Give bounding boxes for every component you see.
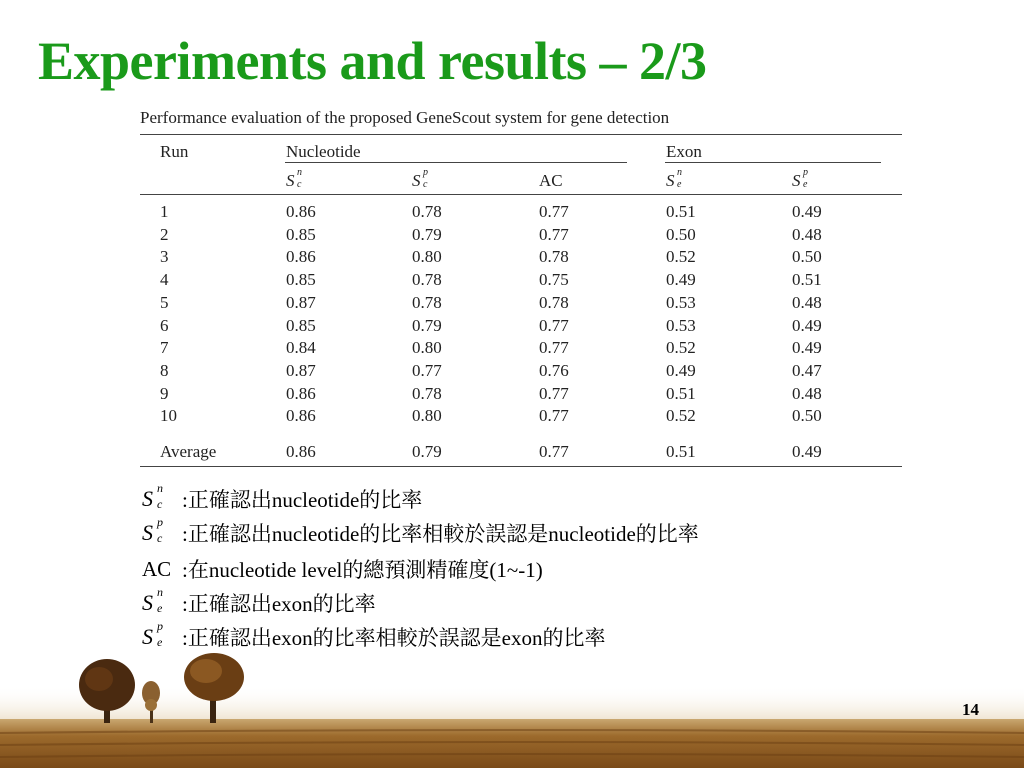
cell-specificity-exon: 0.48 (792, 383, 822, 403)
symbol-s: S n c (286, 167, 302, 190)
cell-sensitivity-nucleotide: 0.86 (286, 383, 316, 403)
legend-item (142, 515, 699, 548)
cell-sensitivity-nucleotide: 0.86 (286, 442, 316, 461)
cell-sensitivity-nucleotide: 0.86 (286, 406, 316, 426)
cell-run: 1 (160, 202, 169, 221)
cell-sensitivity-exon: 0.50 (666, 224, 696, 244)
cell-specificity-nucleotide: 0.80 (412, 338, 442, 358)
nucleotide-group-rule (285, 162, 627, 163)
page-number: 14 (962, 700, 979, 719)
cell-specificity-exon: 0.50 (792, 247, 822, 267)
cell-specificity-exon: 0.49 (792, 442, 822, 461)
cell-sensitivity-nucleotide: 0.85 (286, 270, 316, 290)
symbol-s: S p c (142, 515, 163, 545)
symbol-s: S n c (142, 481, 163, 511)
cell-sensitivity-exon: 0.51 (666, 202, 696, 221)
cell-specificity-nucleotide: 0.80 (412, 247, 442, 267)
cell-sensitivity-exon: 0.53 (666, 292, 696, 312)
cell-specificity-nucleotide: 0.79 (412, 224, 442, 244)
cell-run: 6 (160, 315, 169, 335)
cell-specificity-exon: 0.48 (792, 292, 822, 312)
cell-ac: 0.78 (539, 292, 569, 312)
cell-run: Average (160, 442, 217, 461)
header-bottom-rule (140, 194, 902, 195)
legend-item (142, 481, 423, 514)
subheader-specificity-exon (792, 167, 808, 191)
cell-ac: 0.77 (539, 406, 569, 426)
cell-specificity-exon: 0.47 (792, 360, 822, 380)
legend-text: :正確認出exon的比率 (182, 592, 376, 616)
cell-run: 8 (160, 360, 169, 380)
symbol-s: S p e (792, 167, 808, 190)
cell-ac: 0.76 (539, 360, 569, 380)
cell-specificity-nucleotide: 0.77 (412, 360, 442, 380)
cell-sensitivity-exon: 0.52 (666, 406, 696, 426)
subheader-specificity-nucleotide (412, 167, 428, 191)
cell-ac: 0.77 (539, 202, 569, 221)
cell-sensitivity-nucleotide: 0.85 (286, 224, 316, 244)
cell-sensitivity-nucleotide: 0.86 (286, 202, 316, 221)
legend-item (142, 554, 543, 584)
exon-group-header: Exon (666, 142, 702, 161)
cell-sensitivity-nucleotide: 0.84 (286, 338, 316, 358)
legend-text: :正確認出nucleotide的比率 (182, 488, 423, 512)
subheader-sensitivity-exon (666, 167, 682, 191)
cell-specificity-nucleotide: 0.80 (412, 406, 442, 426)
subheader-sensitivity-nucleotide (286, 167, 302, 191)
cell-specificity-exon: 0.49 (792, 202, 822, 221)
cell-sensitivity-exon: 0.49 (666, 270, 696, 290)
table-bottom-rule (140, 466, 902, 467)
legend-text: :正確認出exon的比率相較於誤認是exon的比率 (182, 626, 606, 650)
cell-sensitivity-exon: 0.49 (666, 360, 696, 380)
cell-ac: 0.77 (539, 383, 569, 403)
cell-run: 10 (160, 406, 177, 426)
cell-run: 2 (160, 224, 169, 244)
cell-sensitivity-nucleotide: 0.86 (286, 247, 316, 267)
cell-sensitivity-nucleotide: 0.85 (286, 315, 316, 335)
symbol-s: S p c (412, 167, 428, 190)
cell-run: 7 (160, 338, 169, 358)
cell-ac: 0.77 (539, 315, 569, 335)
cell-run: 5 (160, 292, 169, 312)
nucleotide-group-header: Nucleotide (286, 142, 361, 161)
symbol-s: S n e (142, 585, 163, 615)
symbol-s: S p e (142, 619, 163, 649)
legend-text: :在nucleotide level的總預測精確度(1~-1) (182, 558, 543, 582)
cell-specificity-nucleotide: 0.78 (412, 383, 442, 403)
cell-specificity-exon: 0.49 (792, 338, 822, 358)
cell-sensitivity-nucleotide: 0.87 (286, 360, 316, 380)
cell-specificity-exon: 0.51 (792, 270, 822, 290)
performance-table (140, 134, 902, 468)
cell-specificity-nucleotide: 0.78 (412, 202, 442, 221)
cell-sensitivity-exon: 0.53 (666, 315, 696, 335)
cell-specificity-nucleotide: 0.79 (412, 315, 442, 335)
symbol-ac: AC (142, 556, 172, 581)
table-caption: Performance evaluation of the proposed GeneScout system for gene detection (140, 108, 670, 127)
cell-sensitivity-exon: 0.51 (666, 442, 696, 461)
cell-specificity-exon: 0.48 (792, 224, 822, 244)
cell-sensitivity-nucleotide: 0.87 (286, 292, 316, 312)
cell-sensitivity-exon: 0.52 (666, 338, 696, 358)
cell-sensitivity-exon: 0.52 (666, 247, 696, 267)
cell-specificity-nucleotide: 0.78 (412, 292, 442, 312)
table-top-rule (140, 134, 902, 135)
cell-ac: 0.77 (539, 442, 569, 461)
cell-run: 9 (160, 383, 169, 403)
slide-title: Experiments and results – 2/3 (38, 31, 707, 91)
run-header: Run (160, 142, 189, 161)
legend-item (142, 585, 376, 618)
subheader-ac: AC (539, 171, 563, 190)
cell-specificity-exon: 0.50 (792, 406, 822, 426)
cell-ac: 0.78 (539, 247, 569, 267)
cell-specificity-nucleotide: 0.79 (412, 442, 442, 461)
legend-text: :正確認出nucleotide的比率相較於誤認是nucleotide的比率 (182, 522, 699, 546)
cell-sensitivity-exon: 0.51 (666, 383, 696, 403)
cell-ac: 0.77 (539, 224, 569, 244)
cell-ac: 0.75 (539, 270, 569, 290)
cell-specificity-exon: 0.49 (792, 315, 822, 335)
cell-run: 4 (160, 270, 169, 290)
symbol-s: S n e (666, 167, 682, 190)
cell-specificity-nucleotide: 0.78 (412, 270, 442, 290)
cell-run: 3 (160, 247, 169, 267)
exon-group-rule (665, 162, 881, 163)
cell-ac: 0.77 (539, 338, 569, 358)
field-scenery (0, 645, 1024, 768)
